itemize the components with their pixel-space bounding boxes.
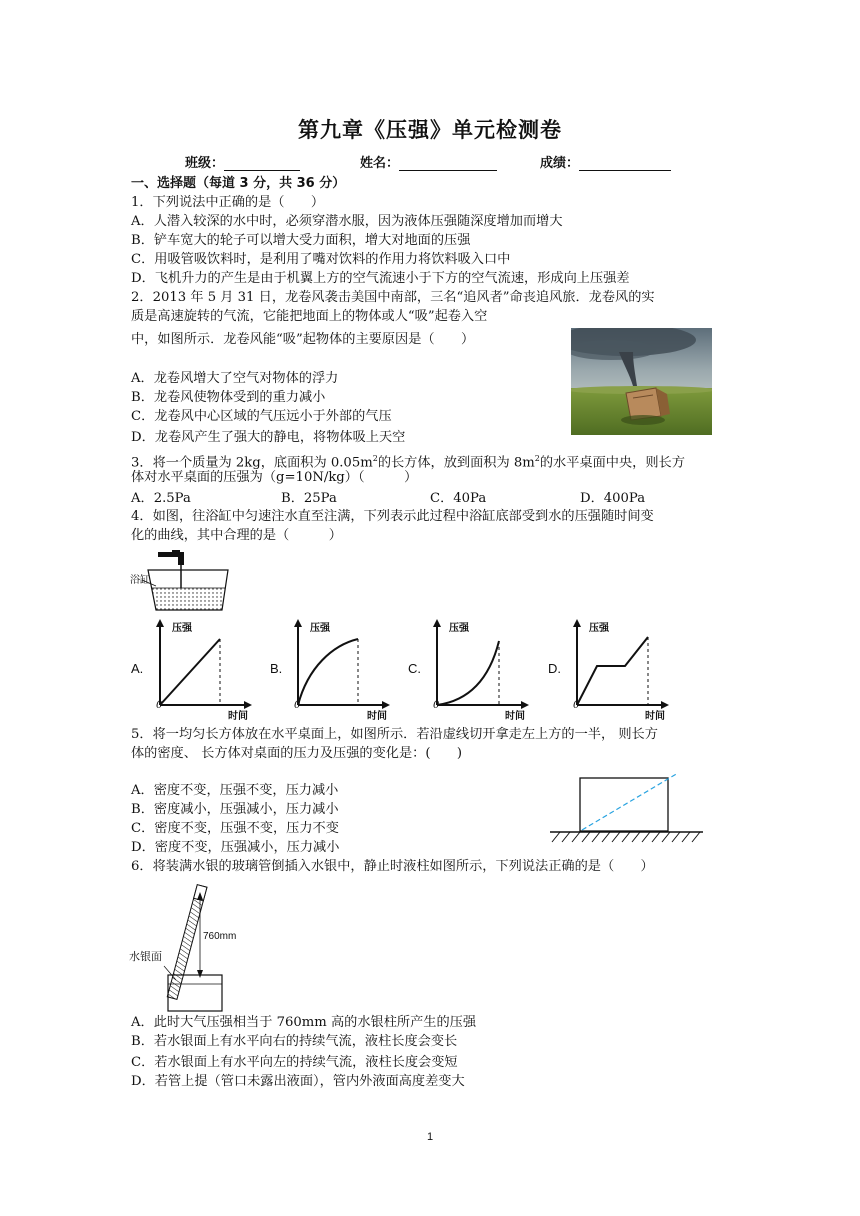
name-field: [360, 152, 497, 171]
q6-option-c: C．若水银面上有水平向左的持续气流，液柱长度会变短: [131, 1055, 458, 1070]
mm-label: 760mm: [203, 931, 237, 942]
q6-stem: 6．将装满水银的玻璃管倒插入水银中，静止时液柱如图所示，下列说法正确的是（ ）: [131, 859, 654, 874]
q2-stem-line1: 2．2013 年 5 月 31 日，龙卷风袭击美国中南部，三名“追风者”命丧追风旅．龙卷风的实: [131, 290, 655, 305]
class-blank[interactable]: [224, 156, 300, 171]
graph-d-origin: 0: [573, 700, 580, 711]
graph-c-letter: C.: [408, 661, 421, 676]
q2-stem-line3: 中，如图所示．龙卷风能“吸”起物体的主要原因是（ ）: [131, 332, 475, 347]
score-field: [540, 152, 671, 171]
q3-stem-part2: 的长方体，放到面积为 8m: [377, 455, 535, 471]
superscript-2: 2: [534, 454, 540, 463]
class-label: 班级：: [185, 156, 225, 171]
tub-label: 浴缸: [130, 575, 150, 586]
graph-a-origin: 0: [156, 700, 163, 711]
q5-stem-line2: 体的密度、 长方体对桌面的压力及压强的变化是：( ): [131, 746, 462, 761]
graph-d-ylabel: 压强: [589, 623, 609, 634]
q3-option-c: C．40Pa: [430, 491, 487, 506]
q1-option-d: D．飞机升力的产生是由于机翼上方的空气流速小于下方的空气流速，形成向上压强差: [131, 271, 630, 286]
q2-option-a: A．龙卷风增大了空气对物体的浮力: [131, 371, 339, 386]
q5-stem-line1: 5．将一均匀长方体放在水平桌面上，如图所示．若沿虚线切开拿走左上方的一半， 则长方: [131, 727, 658, 742]
graph-a-xlabel: 时间: [228, 711, 248, 722]
tornado-photo: [571, 328, 712, 435]
section-heading: 一、选择题（每道 3 分，共 36 分）: [131, 176, 346, 191]
name-blank[interactable]: [399, 156, 497, 171]
q5-option-c: C．密度不变，压强不变，压力不变: [131, 821, 339, 836]
graph-b-letter: B.: [270, 661, 283, 676]
name-label: 姓名：: [360, 156, 400, 171]
q5-option-a: A．密度不变，压强不变，压力减小: [131, 783, 339, 798]
q1-option-a: A．人潜入较深的水中时，必须穿潜水服，因为液体压强随深度增加而增大: [131, 214, 563, 229]
q3-option-b: B．25Pa: [281, 491, 337, 506]
q5-option-b: B．密度减小，压强减小，压力减小: [131, 802, 339, 817]
surface-label: 水银面: [129, 950, 162, 963]
score-blank[interactable]: [579, 156, 671, 171]
graph-c-ylabel: 压强: [449, 623, 469, 634]
q3-option-a: A．2.5Pa: [131, 491, 191, 506]
q1-option-c: C．用吸管吸饮料时，是利用了嘴对饮料的作用力将饮料吸入口中: [131, 252, 511, 267]
graph-a-letter: A.: [131, 661, 144, 676]
graph-b-origin: 0: [294, 700, 301, 711]
graph-c-xlabel: 时间: [505, 711, 525, 722]
superscript-2: 2: [372, 454, 378, 463]
graph-c-origin: 0: [433, 700, 440, 711]
q2-option-b: B．龙卷风使物体受到的重力减小: [131, 390, 326, 405]
q4-stem-line1: 4．如图，往浴缸中匀速注水直至注满，下列表示此过程中浴缸底部受到水的压强随时间变: [131, 509, 654, 524]
q6-option-b: B．若水银面上有水平向右的持续气流，液柱长度会变长: [131, 1034, 458, 1049]
graph-d-xlabel: 时间: [645, 711, 665, 722]
q3-stem-part1: 3．将一个质量为 2kg，底面积为 0.05m: [131, 455, 373, 471]
class-field: [185, 152, 300, 171]
q2-option-d: D．龙卷风产生了强大的静电，将物体吸上天空: [131, 430, 406, 445]
mercury-tube-figure: [128, 880, 238, 1014]
q6-option-d: D．若管上提（管口未露出液面），管内外液面高度差变大: [131, 1074, 465, 1089]
graph-a-ylabel: 压强: [172, 623, 192, 634]
q3-stem-line2: 体对水平桌面的压强为（g=10N/kg）（ ）: [131, 470, 418, 485]
q3-option-d: D．400Pa: [580, 491, 646, 506]
score-label: 成绩：: [540, 156, 580, 171]
q1-stem: 1．下列说法中正确的是（ ）: [131, 195, 325, 210]
page-number: 1: [426, 1131, 434, 1143]
block-on-table-figure: [548, 770, 708, 844]
graph-d-letter: D.: [548, 661, 561, 676]
q4-stem-line2: 化的曲线，其中合理的是（ ）: [131, 528, 342, 543]
q2-option-c: C．龙卷风中心区域的气压远小于外部的气压: [131, 409, 392, 424]
q2-stem-line2: 质是高速旋转的气流，它能把地面上的物体或人“吸”起卷入空: [131, 309, 488, 324]
graph-b-xlabel: 时间: [367, 711, 387, 722]
page-title: 第九章《压强》单元检测卷: [298, 118, 562, 142]
graph-b-ylabel: 压强: [310, 623, 330, 634]
q6-option-a: A．此时大气压强相当于 760mm 高的水银柱所产生的压强: [131, 1015, 477, 1030]
q5-option-d: D．密度不变，压强减小，压力减小: [131, 840, 340, 855]
q1-option-b: B．铲车宽大的轮子可以增大受力面积，增大对地面的压强: [131, 233, 471, 248]
q3-stem-part3: 的水平桌面中央，则长方: [539, 455, 685, 471]
